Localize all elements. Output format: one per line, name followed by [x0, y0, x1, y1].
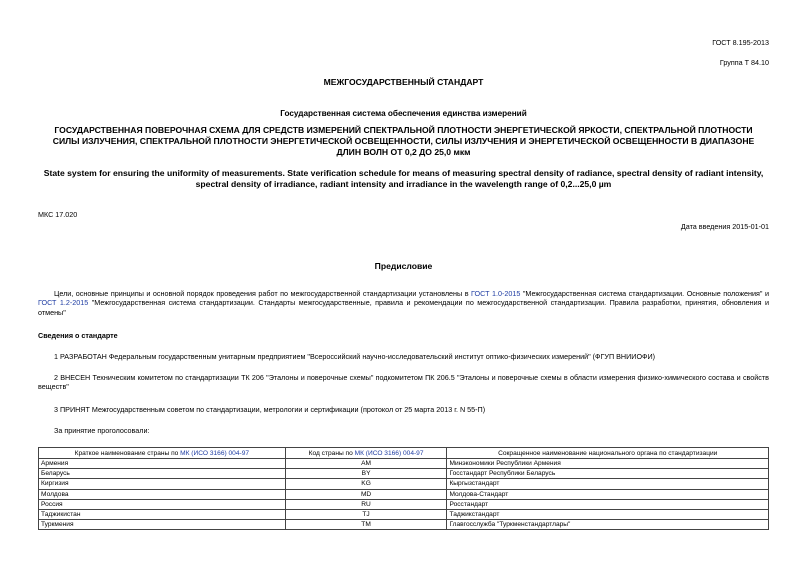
intro-text-c: "Межгосударственная система стандартизации. Стандарты межгосударственные, правила и рекомендации по межгосударственной стандартизации. Правила разработки, принятия, обновления и отмены": [38, 298, 769, 317]
table-row: [39, 469, 769, 479]
table-body: [39, 459, 769, 530]
country-name-cell: Киргизия: [39, 479, 286, 489]
standards-body-cell: Молдова-Стандарт: [447, 489, 769, 499]
header-text: Краткое наименование страны по: [74, 449, 181, 457]
country-name-cell: Молдова: [39, 489, 286, 499]
preface-heading: Предисловие: [374, 261, 433, 271]
document-title-ru: ГОСУДАРСТВЕННАЯ ПОВЕРОЧНАЯ СХЕМА ДЛЯ СРЕДСТВ ИЗМЕРЕНИЙ СПЕКТРАЛЬНОЙ ПЛОТНОСТИ ЭНЕРГЕТИЧЕСКОЙ ЯРКОСТИ, СПЕКТРАЛЬНОЙ ПЛОТНОСТИ СИЛЫ ИЗЛУЧЕНИЯ, СПЕКТРАЛЬНОЙ ПЛОТНОСТИ ЭНЕРГЕТИЧЕСКОЙ ОСВЕЩЕННОСТИ, СИЛЫ ИЗЛУЧЕНИЯ И ЭНЕРГЕТИЧЕСКОЙ ОСВЕЩЕННОСТИ В ДИАПАЗОНЕ ДЛИН ВОЛН ОТ 0,2 ДО 25,0 мкм: [52, 125, 755, 157]
header-text: Код страны по: [308, 449, 355, 457]
mks-code: МКС 17.020: [38, 210, 78, 219]
table-row: [39, 520, 769, 530]
table-row: [39, 479, 769, 489]
column-header-code: [285, 448, 447, 459]
voting-countries-table: [38, 447, 769, 530]
intro-text-b: "Межгосударственная система стандартизации. Основные положения" и: [520, 289, 769, 298]
country-code-cell: AM: [285, 459, 447, 469]
table-row: [39, 489, 769, 499]
column-header-body: Сокращенное наименование национального органа по стандартизации: [447, 448, 769, 459]
gost-1-2-link[interactable]: ГОСТ 1.2-2015: [38, 298, 89, 308]
standards-body-cell: Главгосслужба "Туркменстандартлары": [447, 520, 769, 530]
table-row: [39, 509, 769, 519]
group-code: Группа Т 84.10: [719, 58, 769, 67]
country-name-cell: Таджикистан: [39, 509, 286, 519]
table-row: [39, 499, 769, 509]
gost-1-0-link[interactable]: ГОСТ 1.0-2015: [471, 289, 521, 298]
mk-iso-link[interactable]: МК (ИСО 3166) 004-97: [180, 449, 250, 457]
country-name-cell: Россия: [39, 499, 286, 509]
standards-body-cell: Минэкономики Республики Армения: [447, 459, 769, 469]
effective-date: Дата введения 2015-01-01: [680, 222, 769, 231]
country-code-cell: BY: [285, 469, 447, 479]
column-header-country: [39, 448, 286, 459]
table-row: [39, 459, 769, 469]
standard-code: ГОСТ 8.195-2013: [712, 38, 769, 47]
document-title-en: State system for ensuring the uniformity of measurements. State verification schedule for means of measuring spectral density of radiance, spectral density of radiant intensity, spectral density of irradiance, radiant intensity and irradiance in the wavelength range of 0,2...25,0 µm: [43, 168, 764, 189]
developed-by-paragraph: 1 РАЗРАБОТАН Федеральным государственным унитарным предприятием "Всероссийский научно-исследовательский институт оптико-физических измерений" (ФГУП ВНИИОФИ): [54, 352, 656, 361]
adopted-by-paragraph: 3 ПРИНЯТ Межгосударственным советом по стандартизации, метрологии и сертификации (протокол от 25 марта 2013 г. N 55-П): [54, 405, 486, 414]
country-name-cell: Беларусь: [39, 469, 286, 479]
country-code-cell: RU: [285, 499, 447, 509]
standard-info-heading: Сведения о стандарте: [38, 331, 118, 340]
standards-body-cell: Кыргызстандарт: [447, 479, 769, 489]
country-code-cell: MD: [285, 489, 447, 499]
country-code-cell: TM: [285, 520, 447, 530]
mk-iso-link[interactable]: МК (ИСО 3166) 004-97: [354, 449, 424, 457]
preface-intro: [38, 289, 769, 317]
introduced-by-paragraph: 2 ВНЕСЕН Техническим комитетом по стандартизации ТК 206 "Эталоны и поверочные схемы" подкомитетом ПК 206.5 "Эталоны и поверочные схемы в области измерения физико-химического состава и свойств веществ": [38, 373, 769, 392]
standards-body-cell: Росстандарт: [447, 499, 769, 509]
intro-text-a: Цели, основные принципы и основной порядок проведения работ по межгосударственной стандартизации установлены в: [54, 289, 472, 298]
table-header-row: [39, 448, 769, 459]
voted-paragraph: За принятие проголосовали:: [54, 426, 150, 435]
system-subtitle: Государственная система обеспечения единства измерений: [280, 109, 527, 118]
country-code-cell: TJ: [285, 509, 447, 519]
interstate-standard-heading: МЕЖГОСУДАРСТВЕННЫЙ СТАНДАРТ: [323, 77, 484, 87]
country-name-cell: Туркмения: [39, 520, 286, 530]
standards-body-cell: Госстандарт Республики Беларусь: [447, 469, 769, 479]
country-name-cell: Армения: [39, 459, 286, 469]
standards-body-cell: Таджикстандарт: [447, 509, 769, 519]
country-code-cell: KG: [285, 479, 447, 489]
